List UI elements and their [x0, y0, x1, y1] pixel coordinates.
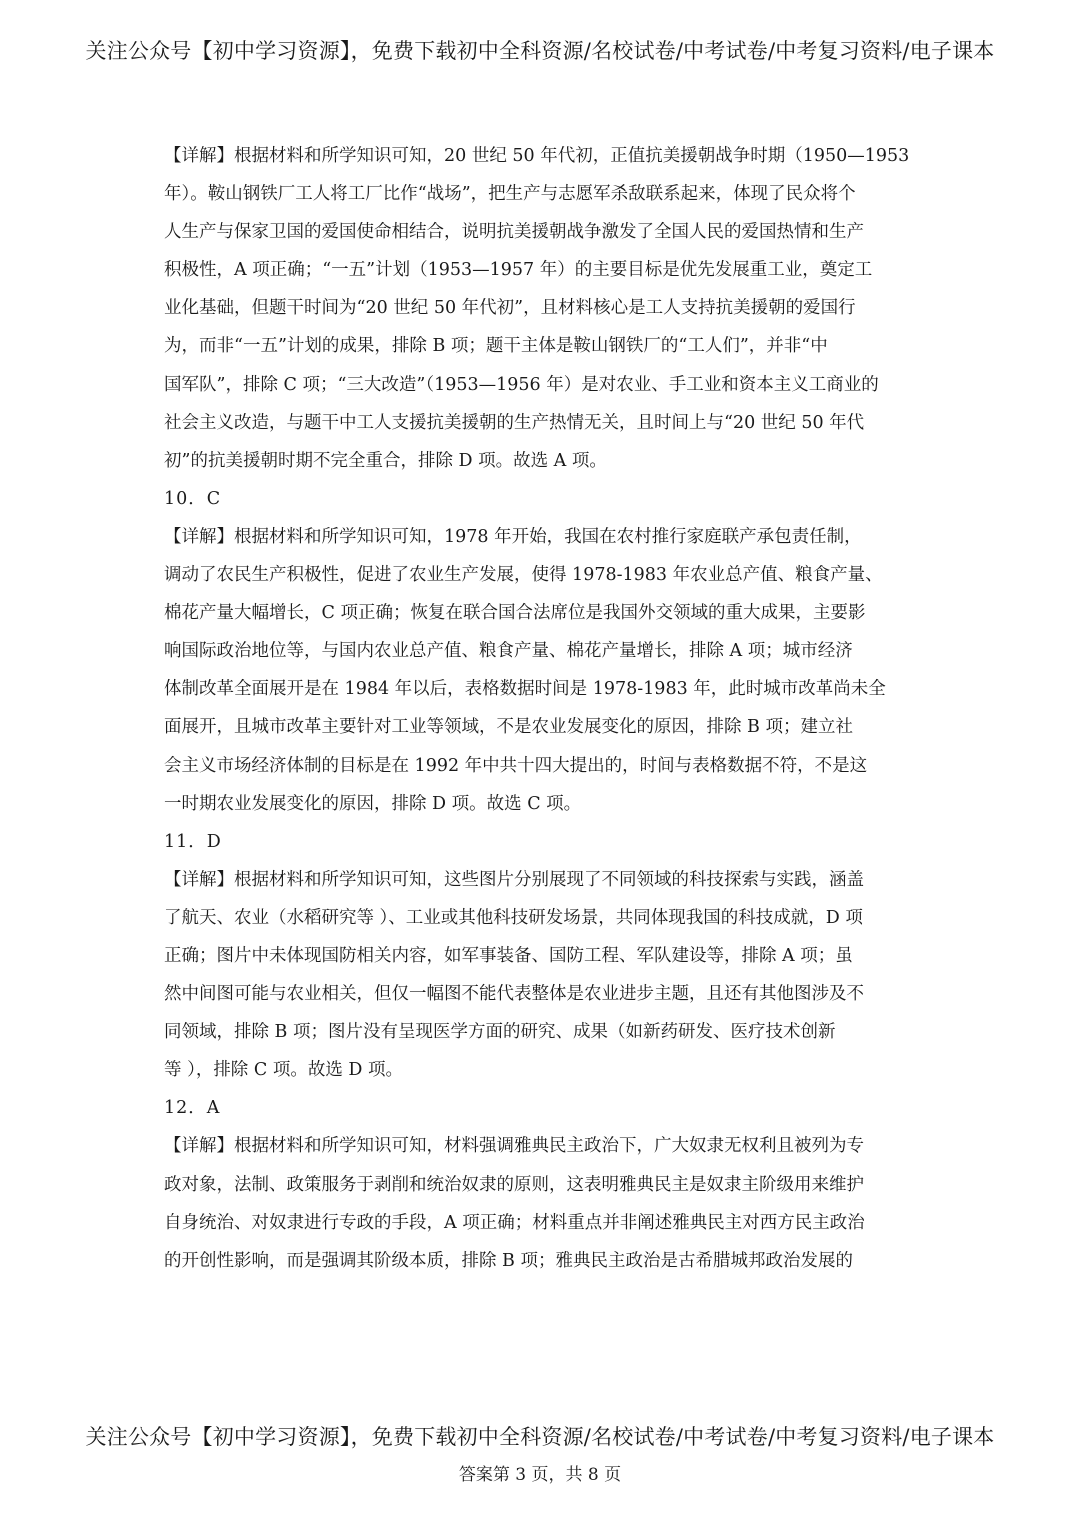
text-line: 【详解】根据材料和所学知识可知，材料强调雅典民主政治下，广大奴隶无权利且被列为专	[164, 1136, 864, 1157]
page-number: 答案第 3 页，共 8 页	[458, 1465, 622, 1485]
text-line: 社会主义改造，与题干中工人支援抗美援朝的生产热情无关，且时间上与“20 世纪 50 年代	[164, 412, 865, 433]
text-line: 【详解】根据材料和所学知识可知，这些图片分别展现了不同领域的科技探索与实践，涵盖	[164, 869, 864, 890]
text-line: 体制改革全面展开是在 1984 年以后，表格数据时间是 1978-1983 年，此时城市改革尚未全	[164, 679, 886, 700]
text-line: 然中间图可能与农业相关，但仅一幅图不能代表整体是农业进步主题，且还有其他图涉及不	[164, 984, 864, 1005]
text-line: 年）。鞍山钢铁厂工人将工厂比作“战场”，把生产与志愿军杀敌联系起来，体现了民众将个	[164, 184, 856, 205]
text-line: 政对象，法制、政策服务于剥削和统治奴隶的原则，这表明雅典民主是奴隶主阶级用来维护	[164, 1174, 864, 1195]
promo-banner-bottom: 关注公众号【初中学习资源】，免费下载初中全科资源/名校试卷/中考试卷/中考复习资料/电子课本	[85, 1425, 995, 1449]
text-line: 调动了农民生产积极性，促进了农业生产发展，使得 1978-1983 年农业总产值、粮食产量、	[164, 565, 883, 586]
answer-heading-10: 10．C	[164, 488, 222, 509]
text-line: 初”的抗美援朝时期不完全重合，排除 D 项。故选 A 项。	[164, 450, 607, 471]
text-line: 了航天、农业（水稻研究等 ）、工业或其他科技研发场景，共同体现我国的科技成就，D 项	[164, 907, 863, 928]
answer-heading-12: 12．A	[164, 1098, 221, 1119]
text-line: 国军队”，排除 C 项；“三大改造”（1953—1956 年）是对农业、手工业和资本主义工商业的	[164, 374, 879, 395]
text-line: 棉花产量大幅增长，C 项正确；恢复在联合国合法席位是我国外交领域的重大成果，主要影	[164, 603, 866, 624]
answer-explanations	[164, 137, 944, 1280]
text-line: 的开创性影响，而是强调其阶级本质，排除 B 项；雅典民主政治是古希腊城邦政治发展的	[164, 1250, 853, 1271]
text-line: 积极性，A 项正确；“一五”计划（1953—1957 年）的主要目标是优先发展重工业，奠定工	[164, 260, 873, 281]
text-line: 会主义市场经济体制的目标是在 1992 年中共十四大提出的，时间与表格数据不符，不是这	[164, 755, 868, 776]
text-line: 响国际政治地位等，与国内农业总产值、粮食产量、棉花产量增长，排除 A 项；城市经济	[164, 641, 853, 662]
text-line: 同领域，排除 B 项；图片没有呈现医学方面的研究、成果（如新药研发、医疗技术创新	[164, 1022, 836, 1043]
text-line: 【详解】根据材料和所学知识可知，20 世纪 50 年代初，正值抗美援朝战争时期（1950—1953	[164, 146, 910, 166]
text-line: 一时期农业发展变化的原因，排除 D 项。故选 C 项。	[164, 793, 582, 814]
text-line: 业化基础，但题干时间为“20 世纪 50 年代初”，且材料核心是工人支持抗美援朝的爱国行	[164, 298, 856, 319]
text-line: 自身统治、对奴隶进行专政的手段，A 项正确；材料重点并非阐述雅典民主对西方民主政治	[164, 1212, 865, 1233]
answer-heading-11: 11．D	[164, 831, 222, 852]
text-line: 正确；图片中未体现国防相关内容，如军事装备、国防工程、军队建设等，排除 A 项；虽	[164, 945, 853, 966]
text-line: 为，而非“一五”计划的成果，排除 B 项；题干主体是鞍山钢铁厂的“工人们”，并非“中	[164, 336, 828, 357]
text-line: 人生产与保家卫国的爱国使命相结合，说明抗美援朝战争激发了全国人民的爱国热情和生产	[164, 222, 864, 243]
text-line: 面展开，且城市改革主要针对工业等领域，不是农业发展变化的原因，排除 B 项；建立社	[164, 717, 853, 738]
promo-banner-top: 关注公众号【初中学习资源】，免费下载初中全科资源/名校试卷/中考试卷/中考复习资料/电子课本	[85, 39, 995, 63]
text-line: 等 ），排除 C 项。故选 D 项。	[164, 1060, 403, 1081]
text-line: 【详解】根据材料和所学知识可知，1978 年开始，我国在农村推行家庭联产承包责任制，	[164, 526, 862, 547]
